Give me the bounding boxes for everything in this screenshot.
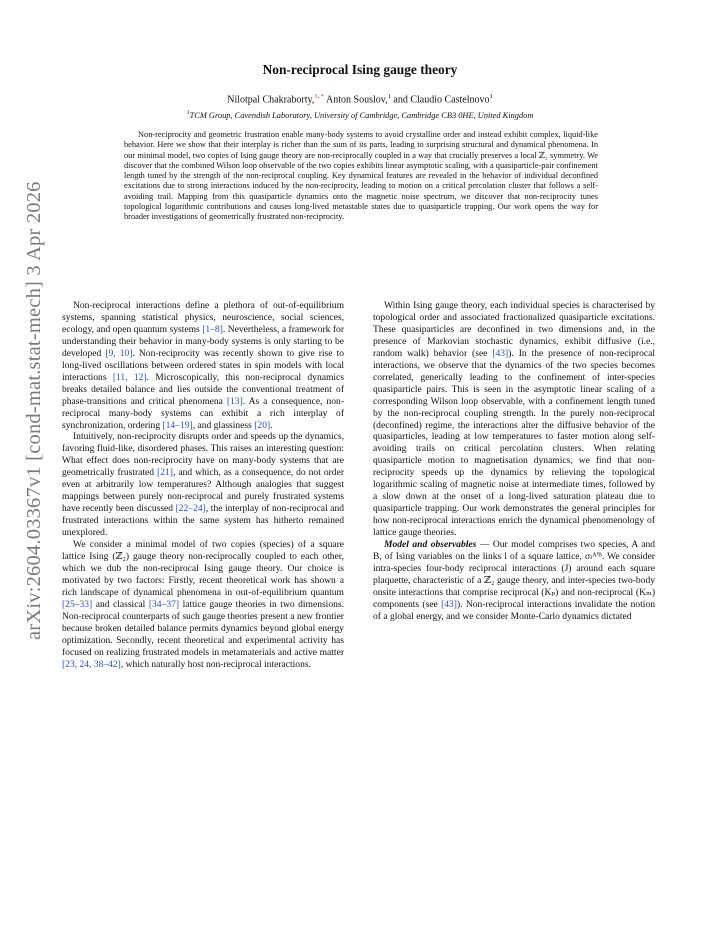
paragraph [62,431,344,539]
text-run: . Nevertheless, a framework for understanding their behavior in many-body systems is only starting to be developed [62,323,344,359]
text-run: lattice gauge theories in two dimensions. Non-reciprocal counterparts of such gauge theories present a new frontier because broken detailed balance permits dynamics beyond global energy optimization. Secondly, recent theoretical and experimental activity has focused on realizing frustrated models in metamaterials and active matter [62,598,344,658]
heading-dash: — [476,539,493,551]
text-run: . As a consequence, non-reciprocal many-body systems can exhibit a rich interplay of synchronization, ordering [62,395,344,431]
citation-link[interactable]: [43] [492,347,509,359]
text-run: Intuitively, non-reciprocity disrupts order and speeds up the dynamics, favoring fluid-like, disordered phases. This raises an interesting question: What effect does non-reciprocity have on many-body systems that are geometrically frustrated [62,431,344,479]
paragraph [373,539,655,623]
author-name: and Claudio Castelnovo [393,94,490,106]
citation-link[interactable]: [9, 10] [105,347,133,359]
text-run: ). Non-reciprocal interactions invalidate the notion of a global energy, and we consider Monte-Carlo dynamics dictated [373,598,655,622]
paragraph [373,300,655,539]
paper-title: Non-reciprocal Ising gauge theory [262,62,458,77]
author-affiliation-mark: 1 [489,93,493,100]
citation-link[interactable]: [43] [441,598,457,610]
text-run: , and which, as a consequence, do not order even at arbitrarily low temperatures? Although analogies that suggest mappings between purely non-reciprocal and purely frustrated systems have recently been discussed [62,467,344,515]
body-column-left [62,300,344,671]
text-run: , the interplay of non-reciprocal and frustrated interactions within the same system has hitherto remained unexplored. [62,503,344,539]
citation-link[interactable]: [20] [254,419,271,431]
text-run: . Microscopically, this non-reciprocal dynamics breaks detailed balance and lies outside the conventional treatment of phase-transitions and critical phenomena [62,371,344,407]
citation-link[interactable]: [14–19] [162,419,193,431]
abstract [124,130,598,222]
citation-link[interactable]: [13] [226,395,243,407]
affiliation-text: TCM Group, Cavendish Laboratory, University of Cambridge, Cambridge CB3 0HE, United Kingdom [189,110,534,120]
author-name: Anton Souslov, [326,94,388,106]
citation-link[interactable]: [11, 12] [112,371,147,383]
section-run-in-heading: Model and observables [384,539,477,551]
author-list [0,93,720,105]
text-run: We consider a minimal model of two copies (species) of a square lattice Ising (ℤ₂) gauge theory non-reciprocally coupled to each other, which we dub the non-reciprocal Ising gauge theory. Our choice is motivated by two factors: Firstly, recent theoretical work has shown a rich landscape of dynamical phenomena in out-of-equilibrium quantum [62,539,344,598]
text-run: Within Ising gauge theory, each individual species is characterised by topological order and associated fractionalized quasiparticle excitations. These quasiparticles are deconfined in two dimensions and, in the presence of Markovian stochastic dynamics, exhibit diffusive (i.e., random walk) behavior (see [373,300,655,359]
text-run: Non-reciprocal interactions define a plethora of out-of-equilibrium systems, spanning statistical physics, neuroscience, social sciences, ecology, and open quantum systems [62,300,344,335]
body-column-right [373,300,655,623]
paragraph [62,539,344,670]
citation-link[interactable]: [25–33] [62,598,93,610]
text-run: ). In the presence of non-reciprocal interactions, we observe that the dynamics of the two species becomes correlated, generically leading to the confinement of inter-species quasiparticle pairs. This is seen in the asymptotic linear scaling of a corresponding Wilson loop observable, with a confinement length tuned by the non-reciprocal coupling strength. In the purely non-reciprocal (deconfined) regime, the interactions alter the diffusive behavior of the quasiparticles, leading at low temperatures to faster motion along self-avoiding trails on critical percolation clusters. When relating quasiparticle motion to magnetisation dynamics, we find that non-reciprocity speeds up the dynamics by relieving the topological logarithmic scaling of magnetic noise at intermediate times, followed by a slow down at the onset of a long-lived saturation plateau due to quasiparticle trapping. Our work demonstrates the general principles for how non-reciprocal interactions enrich the dynamical phenomenology of lattice gauge theories. [373,347,655,539]
citation-link[interactable]: [34–37] [148,598,180,610]
affiliation [0,110,720,120]
text-run: , and glassiness [192,419,255,431]
arxiv-identifier-stamp: arXiv:2604.03367v1 [cond-mat.stat-mech] 3 Apr 2026 [23,181,45,640]
citation-link[interactable]: [21] [157,467,173,479]
affiliation-mark: 1 [186,110,190,116]
text-run: . [270,419,273,431]
author-affiliation-mark: 1 [387,93,391,100]
abstract-text: Non-reciprocity and geometric frustration enable many-body systems to avoid crystalline order and instead exhibit complex, liquid-like behavior. Here we show that their interplay is richer than the sum of its parts, leading to surprising structural and dynamical phenomena. In our minimal model, two copies of Ising gauge theory are non-reciprocally coupled in a way that crucially preserves a local ℤ₂ symmetry. We discover that the combined Wilson loop observable of the two copies exhibits linear asymptotic scaling, with a quasiparticle-pair confinement length tuned by the strength of the non-reciprocal coupling. Key dynamical features are revealed in the behavior of individual deconfined excitations due to strong interactions induced by the non-reciprocity, leading to motion on a critical percolation cluster that follows a self-avoiding trail. Mapping from this quasiparticle dynamics onto the magnetic noise spectrum, we discover that non-reciprocity tunes topological logarithmic contributions and causes long-lived metastable states due to quasiparticle trapping. Our work opens the way for broader investigations of geometrically frustrated non-reciprocity. [124,130,598,221]
text-run: Our model comprises two species, A and B, of Ising variables on the links l of a square lattice, σₗᴬ'ᴮ. We consider intra-species four-body reciprocal interactions (J) around each square plaquette, characteristic of a ℤ₂ gauge theory, and inter-species two-body onsite interactions that comprise reciprocal (Kₚ) and non-reciprocal (Kₘ) components (see [373,539,655,610]
author-name: Nilotpal Chakraborty, [227,94,315,106]
author-affiliation-mark[interactable]: 1, * [314,93,325,100]
text-run: and classical [92,598,149,610]
citation-link[interactable]: [1–8] [202,323,223,335]
text-run: , which naturally host non-reciprocal interactions. [120,658,311,670]
citation-link[interactable]: [22–24] [175,503,206,515]
text-run: . Non-reciprocity was recently shown to give rise to long-lived oscillations between ordered states in spin models with local interactions [62,347,344,383]
citation-link[interactable]: [23, 24, 38–42] [62,658,121,670]
paragraph [62,300,344,431]
